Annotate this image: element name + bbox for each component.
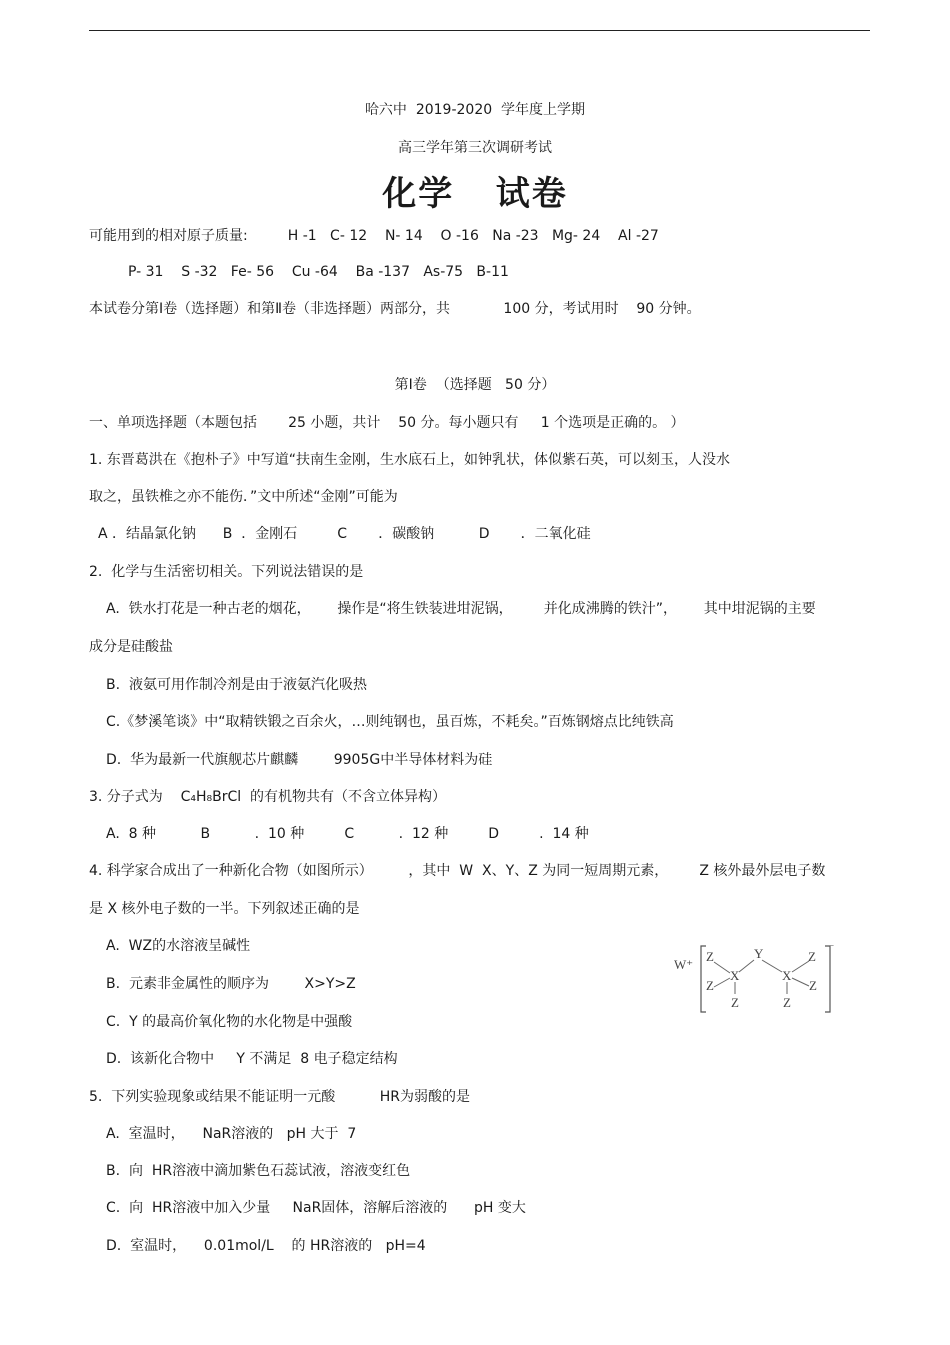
figure-atom-z5: Z [809, 978, 817, 993]
q1-options: A ．结晶氯化钠 B ．金刚石 C ．碳酸钠 D ．二氧化硅 [98, 526, 591, 542]
q4-option-d: D. 该新化合物中 Y 不满足 8 电子稳定结构 [106, 1051, 398, 1067]
q5-option-b: B. 向 HR溶液中滴加紫色石蕊试液，溶液变红色 [106, 1163, 411, 1179]
part-heading: 一、单项选择题（本题包括 25 小题，共计 50 分。每小题只有 1 个选项是正确的。 ） [89, 415, 685, 431]
school-line: 哈六中 2019-2020 学年度上学期 [364, 102, 586, 118]
q1-stem-line2: 取之，虽铁椎之亦不能伤．”文中所述“金刚”可能为 [89, 489, 398, 505]
q2-option-a-line1: A. 铁水打花是一种古老的烟花， 操作是“将生铁装进坩泥锅， 并化成沸腾的铁汁”， 其中坩泥锅的主要 [106, 601, 816, 617]
q3-stem: 3. 分子式为 C₄H₈BrCl 的有机物共有（不含立体异构） [89, 789, 447, 805]
q2-stem: 2. 化学与生活密切相关。下列说法错误的是 [89, 564, 364, 580]
figure-atom-z2: Z [706, 978, 714, 993]
q4-option-c: C. Y 的最高价氧化物的水化物是中强酸 [106, 1014, 353, 1030]
q4-structure-figure [672, 942, 834, 1016]
q5-option-a: A. 室温时， NaR溶液的 pH 大于 7 [106, 1126, 357, 1142]
q5-stem: 5. 下列实验现象或结果不能证明一元酸 HR为弱酸的是 [89, 1089, 471, 1105]
figure-cation-label: W⁺ [674, 957, 694, 972]
figure-charge-label: ⁻ [829, 943, 834, 954]
figure-atom-z4: Z [808, 949, 816, 964]
q2-option-d: D. 华为最新一代旗舰芯片麒麟 9905G中半导体材料为硅 [106, 752, 493, 768]
section-title: 第Ⅰ卷 （选择题 50 分） [394, 377, 556, 393]
q1-stem-line1: 1. 东晋葛洪在《抱朴子》中写道“扶南生金刚，生水底石上，如钟乳状，体似紫石英，可以刻玉，人没水 [89, 452, 731, 468]
exam-line: 高三学年第三次调研考试 [398, 140, 552, 156]
exam-intro: 本试卷分第Ⅰ卷（选择题）和第Ⅱ卷（非选择题）两部分，共 100 分，考试用时 90 分钟。 [89, 301, 701, 317]
q2-option-a-line2: 成分是硅酸盐 [89, 639, 173, 655]
page-title: 化学 试卷 [382, 174, 568, 214]
q4-option-b: B. 元素非金属性的顺序为 X>Y>Z [106, 976, 356, 992]
atomic-masses-line1: 可能用到的相对原子质量: H -1 C- 12 N- 14 O -16 Na -23 Mg- 24 Al -27 [89, 228, 659, 244]
q2-option-c: C.《梦溪笔谈》中“取精铁锻之百余火，…则纯钢也，虽百炼，不耗矣。”百炼钢熔点比纯铁高 [106, 714, 674, 730]
atomic-masses-line2: P- 31 S -32 Fe- 56 Cu -64 Ba -137 As-75 B-11 [128, 264, 509, 280]
q4-stem-line2: 是 X 核外电子数的一半。下列叙述正确的是 [89, 901, 360, 917]
figure-atom-x2: X [782, 968, 792, 983]
figure-atom-x1: X [730, 968, 740, 983]
figure-atom-z6: Z [783, 995, 791, 1010]
q3-options: A. 8 种 B . 10 种 C . 12 种 D . 14 种 [106, 826, 589, 842]
q2-option-b: B. 液氨可用作制冷剂是由于液氨汽化吸热 [106, 677, 367, 693]
q4-stem-line1: 4. 科学家合成出了一种新化合物（如图所示） ，其中 W X、Y、Z 为同一短周期元素， Z 核外最外层电子数 [89, 863, 826, 879]
q5-option-c: C. 向 HR溶液中加入少量 NaR固体，溶解后溶液的 pH 变大 [106, 1200, 526, 1216]
figure-atom-z1: Z [706, 949, 714, 964]
top-rule [89, 30, 870, 31]
q5-option-d: D. 室温时， 0.01mol/L 的 HR溶液的 pH=4 [106, 1238, 426, 1254]
figure-atom-y: Y [754, 946, 764, 961]
figure-atom-z3: Z [731, 995, 739, 1010]
q4-option-a: A. WZ的水溶液呈碱性 [106, 938, 251, 954]
